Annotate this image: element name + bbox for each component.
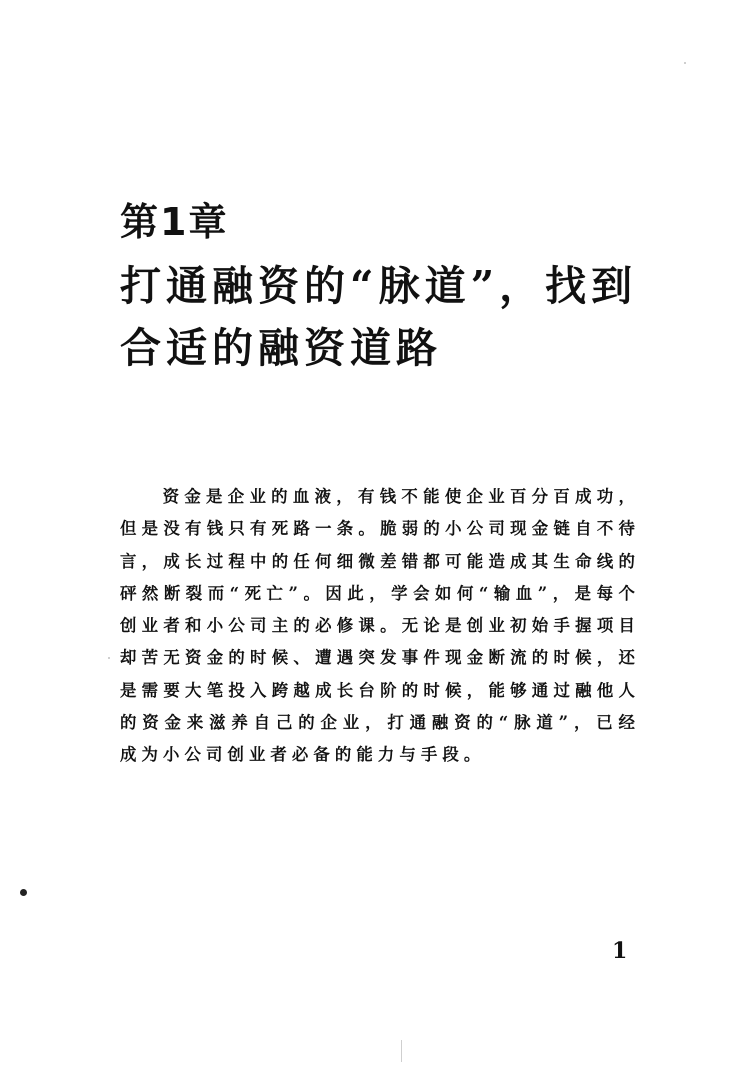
page-number: 1 <box>612 938 628 964</box>
scan-mark <box>108 657 110 659</box>
scan-mark <box>401 1040 402 1062</box>
scan-speck <box>20 889 27 896</box>
body-paragraph: 资金是企业的血液，有钱不能使企业百分百成功，但是没有钱只有死路一条。脆弱的小公司现金链自不待言，成长过程中的任何细微差错都可能造成其生命线的砰然断裂而“死亡”。因此，学会如何“输血”，是每个创业者和小公司主的必修课。无论是创业初始手握项目却苦无资金的时候、遭遇突发事件现金断流的时候，还是需要大笔投入跨越成长台阶的时候，能够通过融他人的资金来滋养自己的企业，打通融资的“脉道”，已经成为小公司创业者必备的能力与手段。 <box>120 487 640 765</box>
chapter-title: 打通融资的“脉道”，找到合适的融资道路 <box>120 262 638 372</box>
chapter-label: 第1章 <box>120 200 229 244</box>
scan-mark <box>684 62 686 64</box>
